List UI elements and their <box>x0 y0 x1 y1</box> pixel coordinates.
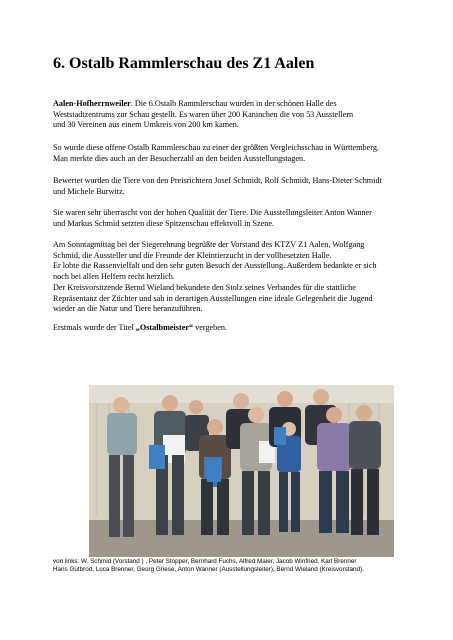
intro-line-3: und 30 Vereinen aus einem Umkreis von 200 km kamen. <box>53 120 239 130</box>
paragraph-5-line-6: Repräsentanz der Züchter und sah in derartigen Ausstellungen eine ideale Gelegenheit die Jugend <box>53 293 373 303</box>
group-photo-image <box>89 385 394 557</box>
paragraph-4 <box>53 208 428 229</box>
intro-place: Aalen-Hofherrnweiler <box>53 99 131 108</box>
paragraph-5-line-3: Er lobte die Rassenvielfalt und den sehr guten Besuch der Ausstellung. Außerdem bedankte er sich <box>53 261 377 271</box>
intro-line-2: Weststadtzentrums zur Schau gestellt. Es waren über 200 Kaninchen die von 53 Ausstellern <box>53 109 354 119</box>
photo-caption <box>53 558 433 574</box>
intro-paragraph <box>53 99 428 131</box>
paragraph-5-line-7: wieder an die Natur und Tiere heranzuführen. <box>53 304 203 314</box>
paragraph-4-line-1: Sie waren sehr überrascht von der hohen Qualität der Tiere. Die Ausstellungsleiter Anton Wanner <box>53 208 372 217</box>
paragraph-2-line-1: So wurde diese offene Ostalb Rammlerschau zu einer der größten Vergleichsschau in Württemberg. <box>53 143 379 152</box>
paragraph-5-line-5: Der Kreisvorsitzende Bernd Wieland bekundete den Stolz seines Verbandes für die stattliche <box>53 282 356 292</box>
paragraph-6 <box>53 323 428 334</box>
paragraph-5 <box>53 240 428 315</box>
paragraph-6-after: vergeben. <box>193 323 228 332</box>
paragraph-3-line-2: und Michele Burwitz. <box>53 186 125 196</box>
paragraph-3-line-1: Bewertet wurden die Tiere von den Preisrichtern Josef Schmidt, Rolf Schmidt, Hans-Dieter Schmidt <box>53 176 382 185</box>
paragraph-5-line-2: Schmid, die Aussteller und die Freunde der Kleintierzucht in der vollbesetzten Halle. <box>53 250 332 260</box>
paragraph-4-line-2: und Markus Schmid setzten diese Spitzenschau effektvoll in Szene. <box>53 218 275 228</box>
intro-line-1: . Die 6.Ostalb Rammlerschau wurden in der schönen Halle des <box>130 99 337 108</box>
paragraph-2 <box>53 143 428 164</box>
page-title: 6. Ostalb Rammlerschau des Z1 Aalen <box>53 55 315 72</box>
caption-line-2: Hans Gutbrod, Luca Brenner, Georg Griese, Anton Wanner (Ausstellungsleiter), Bernd Wieland (Kreisvorstand). <box>53 566 364 573</box>
ostalbmeister-title: „Ostalbmeister“ <box>135 323 194 332</box>
paragraph-5-line-1: Am Sonntagmittag bei der Siegerehrung begrüßte der Vorstand des KTZV Z1 Aalen, Wolfgang <box>53 240 365 249</box>
paragraph-5-line-4: noch bei allen Helfern recht herzlich. <box>53 272 175 282</box>
paragraph-2-line-2: Man merkte dies auch an der Besucherzahl an den beiden Ausstellungstagen. <box>53 153 306 163</box>
paragraph-3 <box>53 176 428 197</box>
group-photo <box>89 385 394 557</box>
paragraph-6-before: Erstmals wurde der Titel <box>53 323 136 332</box>
caption-line-1: von links: W. Schmid (Vorstand ) , Peter Stopper, Bernhard Fuchs, Alfred Maier, Jacob Winfried, Karl Brenner <box>53 558 357 565</box>
